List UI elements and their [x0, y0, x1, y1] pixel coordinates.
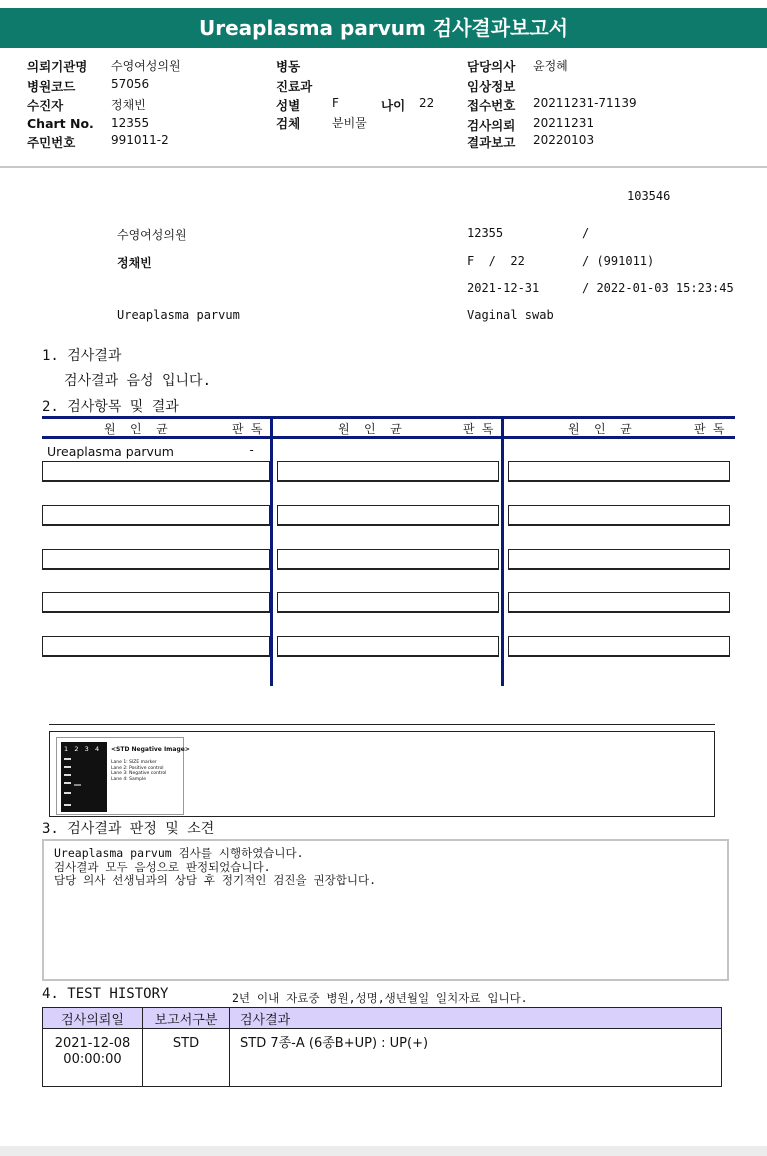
- report-number: 103546: [627, 189, 671, 203]
- info-sex-age: F / 22: [467, 254, 525, 268]
- result-row: [277, 592, 499, 613]
- gel-legend-item: Lane 4: Sample: [111, 776, 146, 782]
- result-row: [277, 505, 499, 526]
- info-name: 정채빈: [117, 256, 152, 270]
- section-1-title: 1. 검사결과: [42, 348, 122, 364]
- label-resident-no: 주민번호: [27, 135, 76, 150]
- row1-pathogen: Ureaplasma parvum: [47, 444, 174, 459]
- value-receipt-no: 20211231-71139: [533, 96, 637, 110]
- result-row: [42, 592, 270, 613]
- history-table: [42, 1007, 722, 1087]
- result-row: [42, 505, 270, 526]
- result-row: [277, 549, 499, 570]
- label-chart-no: Chart No.: [27, 116, 94, 131]
- info-date2: / 2022-01-03 15:23:45: [582, 281, 734, 295]
- col-judgement-3: 판 독: [694, 422, 725, 436]
- history-result: STD 7종-A (6종B+UP) : UP(+): [230, 1029, 722, 1087]
- lane-numbers: 1 2 3 4: [64, 745, 100, 753]
- value-age: 22: [419, 96, 435, 110]
- value-requesting-org: 수영여성의원: [111, 59, 181, 73]
- image-top-rule: [49, 724, 715, 725]
- result-row: [508, 549, 730, 570]
- history-date: 2021-12-08: [54, 1036, 131, 1051]
- result-row: [42, 636, 270, 657]
- history-note: 2년 이내 자료중 병원,성명,생년월일 일치자료 입니다.: [232, 991, 528, 1005]
- marker-band: [64, 758, 71, 760]
- gel-legend: [111, 760, 166, 782]
- result-row: [508, 461, 730, 482]
- grid-divider-2: [501, 416, 504, 686]
- info-slash: /: [582, 226, 590, 240]
- finding-line: Ureaplasma parvum 검사를 시행하였습니다.: [54, 846, 304, 860]
- marker-band: [64, 766, 71, 768]
- history-col-result: 검사결과: [230, 1008, 722, 1029]
- result-row: [277, 636, 499, 657]
- result-row: [277, 461, 499, 482]
- positive-band: [74, 784, 81, 786]
- gel-image-box: [49, 731, 715, 817]
- label-clinical-info: 임상정보: [467, 79, 516, 94]
- marker-band: [64, 774, 71, 776]
- label-receipt-no: 접수번호: [467, 98, 516, 113]
- value-specimen: 분비물: [332, 116, 367, 130]
- gel-image: [56, 737, 190, 815]
- result-row: [508, 636, 730, 657]
- col-pathogen-3: 원 인 균: [568, 422, 632, 436]
- gel-legend-item: Lane 3: Negative control: [111, 771, 167, 776]
- finding-line: 담당 의사 선생님과의 상담 후 정기적인 검진을 권장합니다.: [54, 873, 377, 887]
- history-type: STD: [143, 1029, 230, 1087]
- info-birth: / (991011): [582, 254, 655, 268]
- label-report-date: 결과보고: [467, 135, 516, 150]
- section-1-result: 검사결과 음성 입니다.: [64, 373, 212, 389]
- marker-band: [64, 782, 71, 784]
- page-footer: [0, 1146, 767, 1156]
- value-doctor: 윤정혜: [533, 59, 568, 73]
- result-row: [42, 461, 270, 482]
- marker-band: [64, 804, 71, 806]
- label-department: 진료과: [276, 79, 313, 94]
- col-judgement-1: 판 독: [232, 422, 263, 436]
- label-sex: 성별: [276, 98, 301, 113]
- value-hospital-code: 57056: [111, 77, 150, 91]
- section-3-title: 3. 검사결과 판정 및 소견: [42, 821, 215, 837]
- result-row: [508, 592, 730, 613]
- value-resident-no: 991011-2: [111, 133, 169, 147]
- grid-divider-1: [270, 416, 273, 686]
- info-chart: 12355: [467, 226, 504, 240]
- col-pathogen-2: 원 인 균: [338, 422, 402, 436]
- label-doctor: 담당의사: [467, 59, 516, 74]
- gel-legend-item: Lane 1: SIZE marker: [111, 760, 157, 765]
- value-chart-no: 12355: [111, 116, 150, 130]
- section-4-title: 4. TEST HISTORY: [42, 986, 169, 1002]
- label-age: 나이: [381, 98, 406, 113]
- finding-box: [42, 839, 729, 981]
- result-row: [42, 549, 270, 570]
- table-row: [43, 1029, 722, 1087]
- label-specimen: 검체: [276, 116, 301, 131]
- value-report-date: 20220103: [533, 133, 595, 147]
- info-specimen: Vaginal swab: [467, 308, 554, 322]
- label-patient: 수진자: [27, 98, 64, 113]
- col-judgement-2: 판 독: [463, 422, 494, 436]
- history-col-type: 보고서구분: [143, 1008, 230, 1029]
- label-request-date: 검사의뢰: [467, 118, 516, 133]
- history-col-date: 검사의뢰일: [43, 1008, 143, 1029]
- value-patient: 정채빈: [111, 98, 146, 112]
- label-requesting-org: 의뢰기관명: [27, 59, 88, 74]
- info-date1: 2021-12-31: [467, 281, 540, 295]
- history-header-row: [43, 1008, 722, 1029]
- history-time: 00:00:00: [63, 1052, 122, 1067]
- value-request-date: 20211231: [533, 116, 595, 130]
- gel-caption: <STD Negative Image>: [111, 746, 190, 753]
- result-row: [508, 505, 730, 526]
- label-ward: 병동: [276, 59, 301, 74]
- info-test: Ureaplasma parvum: [117, 308, 240, 322]
- value-sex: F: [332, 96, 339, 110]
- gel-legend-item: Lane 2: Positive control: [111, 765, 164, 771]
- marker-band: [64, 792, 71, 794]
- finding-line: 검사결과 모두 음성으로 판정되었습니다.: [54, 859, 271, 874]
- gel-lanes: [61, 742, 107, 812]
- header-divider: [0, 166, 767, 168]
- section-2-title: 2. 검사항목 및 결과: [42, 399, 179, 415]
- report-title: Ureaplasma parvum 검사결과보고서: [0, 8, 767, 48]
- label-hospital-code: 병원코드: [27, 79, 76, 94]
- grid-top-rule: [42, 416, 735, 419]
- row1-judgement: -: [248, 443, 256, 457]
- info-clinic: 수영여성의원: [117, 228, 187, 242]
- col-pathogen-1: 원 인 균: [104, 422, 168, 436]
- history-date-cell: [43, 1029, 143, 1087]
